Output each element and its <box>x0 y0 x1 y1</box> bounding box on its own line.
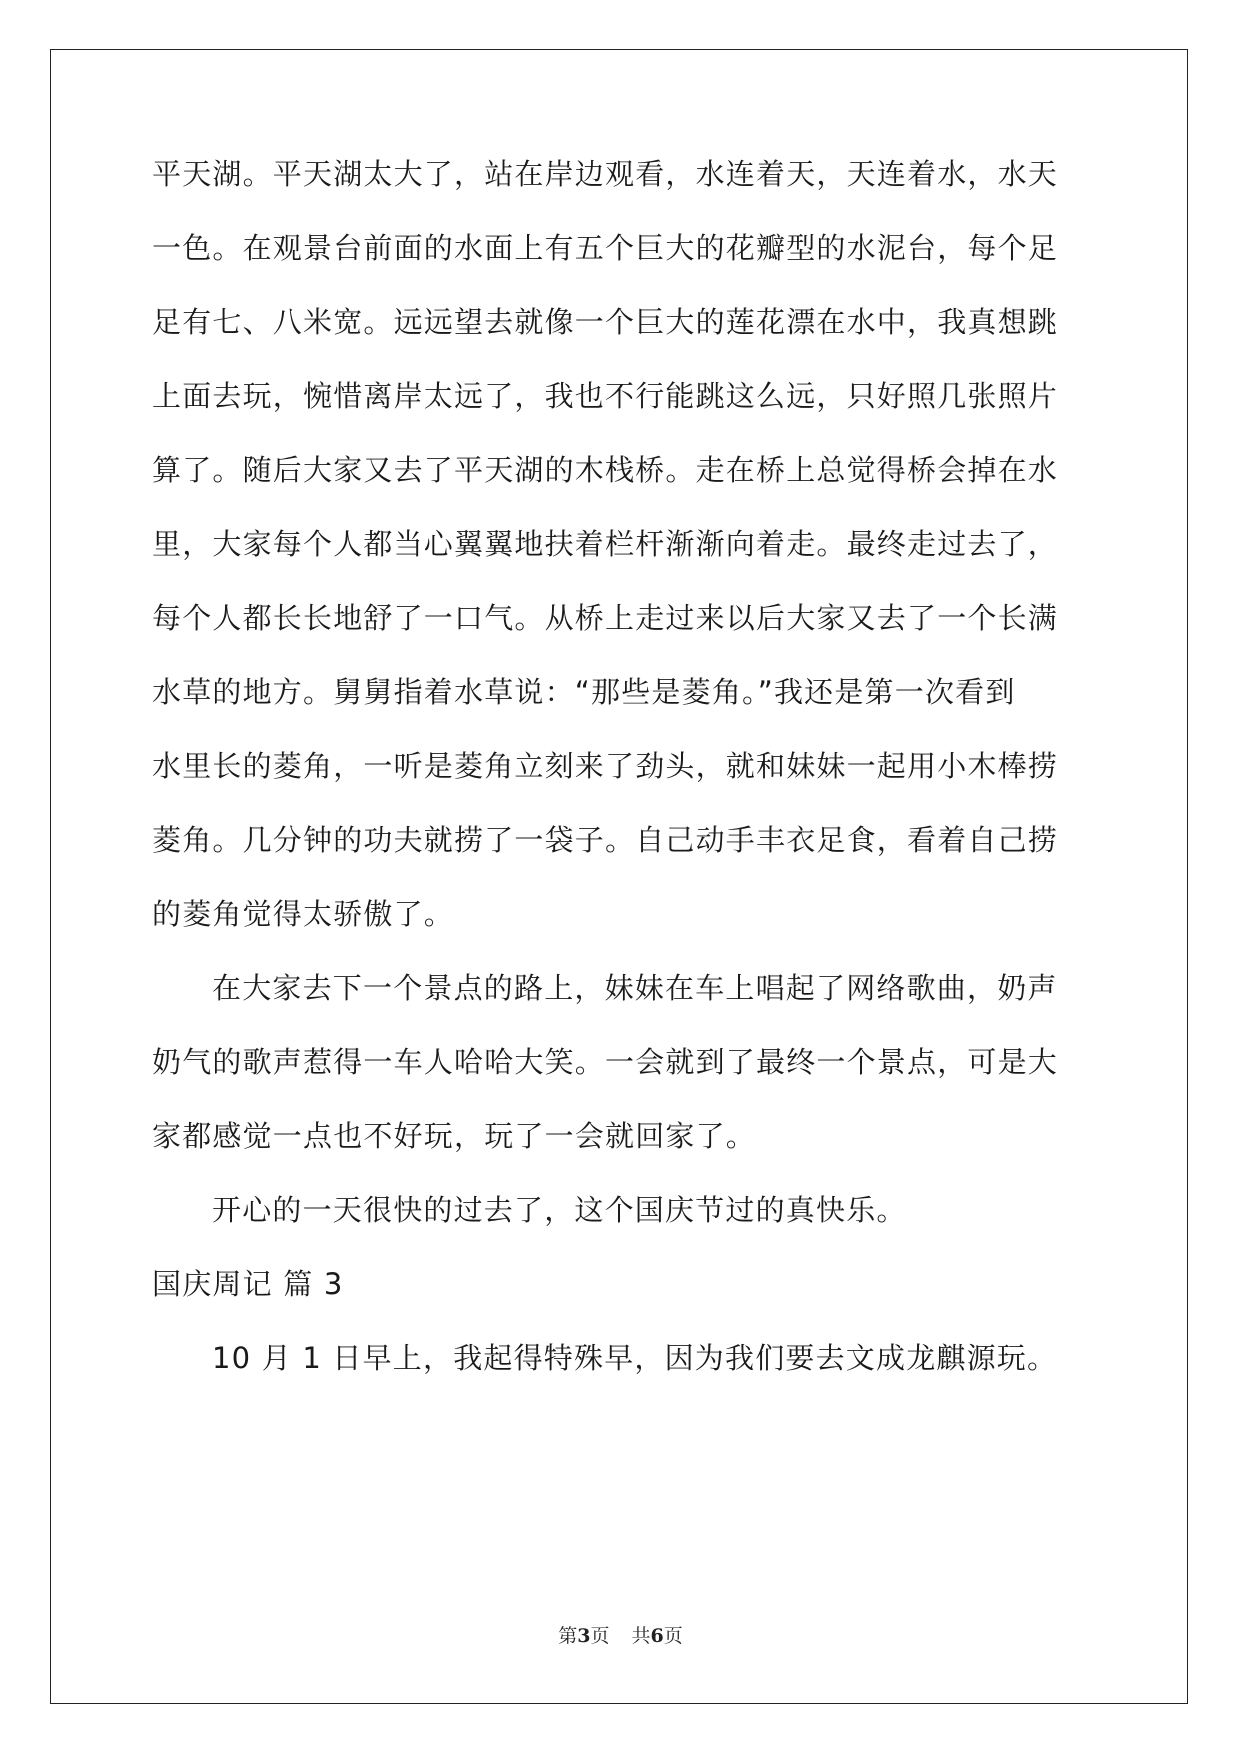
footer-prefix: 第 <box>558 1625 578 1647</box>
text-line: 算了。随后大家又去了平天湖的木栈桥。走在桥上总觉得桥会掉在水 <box>152 453 1059 487</box>
text-line: 水草的地方。舅舅指着水草说：“那些是菱角。”我还是第一次看到 <box>152 675 1016 709</box>
page-footer <box>0 1624 1241 1648</box>
text-line: 足有七、八米宽。远远望去就像一个巨大的莲花漂在水中，我真想跳 <box>152 305 1059 339</box>
paragraph-start-line: 10 月 1 日早上，我起得特殊早，因为我们要去文成龙麒源玩。 <box>212 1341 1058 1375</box>
current-page-number: 3 <box>577 1625 591 1647</box>
total-page-count: 6 <box>650 1625 664 1647</box>
text-line: 上面去玩，惋惜离岸太远了，我也不行能跳这么远，只好照几张照片 <box>152 379 1059 413</box>
footer-total-suffix: 页 <box>663 1625 683 1647</box>
text-line: 的菱角觉得太骄傲了。 <box>152 897 455 931</box>
footer-total-prefix: 共 <box>631 1625 651 1647</box>
page-border <box>50 49 1188 1704</box>
text-line: 家都感觉一点也不好玩，玩了一会就回家了。 <box>152 1119 757 1153</box>
section-heading: 国庆周记 篇 3 <box>152 1267 344 1301</box>
text-line: 一色。在观景台前面的水面上有五个巨大的花瓣型的水泥台，每个足 <box>152 231 1059 265</box>
footer-page-suffix: 页 <box>590 1625 610 1647</box>
text-line: 平天湖。平天湖太大了，站在岸边观看，水连着天，天连着水，水天 <box>152 157 1059 191</box>
paragraph-start-line: 在大家去下一个景点的路上，妹妹在车上唱起了网络歌曲，奶声 <box>212 971 1058 1005</box>
text-line: 菱角。几分钟的功夫就捞了一袋子。自己动手丰衣足食，看着自己捞 <box>152 823 1059 857</box>
text-line: 每个人都长长地舒了一口气。从桥上走过来以后大家又去了一个长满 <box>152 601 1059 635</box>
text-line: 里，大家每个人都当心翼翼地扶着栏杆渐渐向着走。最终走过去了， <box>152 527 1059 561</box>
text-line: 奶气的歌声惹得一车人哈哈大笑。一会就到了最终一个景点，可是大 <box>152 1045 1059 1079</box>
text-line: 水里长的菱角，一听是菱角立刻来了劲头，就和妹妹一起用小木棒捞 <box>152 749 1059 783</box>
paragraph-start-line: 开心的一天很快的过去了，这个国庆节过的真快乐。 <box>212 1193 907 1227</box>
